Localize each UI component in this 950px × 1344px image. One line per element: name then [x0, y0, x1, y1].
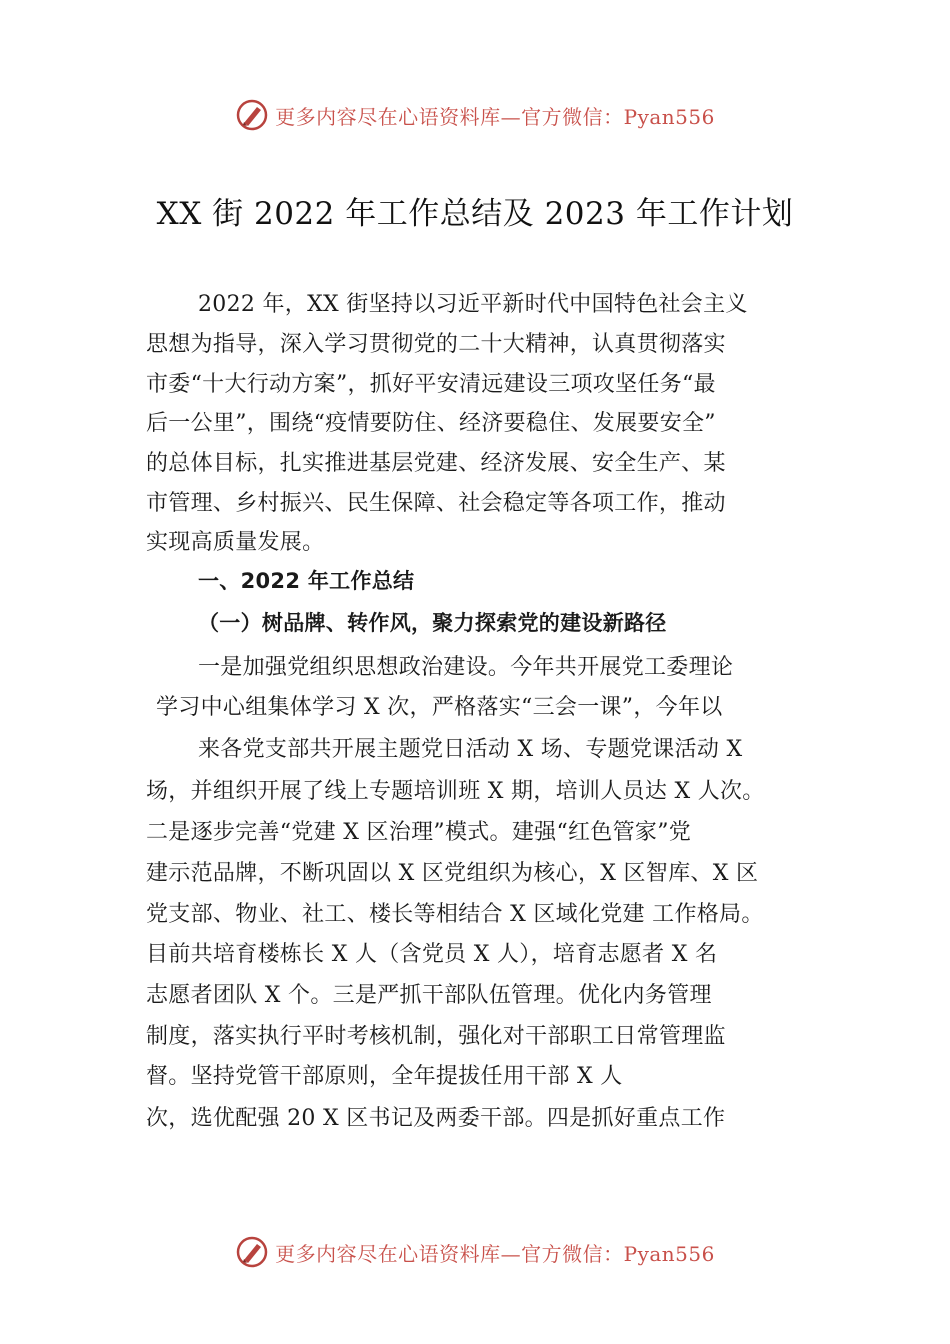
body-line: 市委“十大行动方案”，抓好平安清远建设三项攻坚任务“最 — [146, 372, 716, 397]
body-line: 学习中心组集体学习 X 次，严格落实“三会一课”，今年以 — [156, 695, 723, 720]
body-line: 2022 年，XX 街坚持以习近平新时代中国特色社会主义 — [198, 292, 748, 317]
body-line: 一是加强党组织思想政治建设。今年共开展党工委理论 — [198, 655, 734, 680]
body-line: 次，选优配强 20 X 区书记及两委干部。四是抓好重点工作 — [146, 1106, 726, 1131]
body-line: 的总体目标，扎实推进基层党建、经济发展、安全生产、某 — [146, 451, 726, 476]
body-line: 场，并组织开展了线上专题培训班 X 期，培训人员达 X 人次。 — [146, 779, 765, 804]
body-line: 思想为指导，深入学习贯彻党的二十大精神，认真贯彻落实 — [146, 332, 726, 357]
body-line: 实现高质量发展。 — [146, 530, 325, 555]
body-line: 督。坚持党管干部原则，全年提拔任用干部 X 人 — [146, 1064, 623, 1089]
body-line: 制度，落实执行平时考核机制，强化对干部职工日常管理监 — [146, 1024, 726, 1049]
banner-text: 更多内容尽在心语资料库—官方微信：Pyan556 — [275, 104, 715, 129]
body-line: 志愿者团队 X 个。三是严抓干部队伍管理。优化内务管理 — [146, 983, 712, 1008]
body-line: 党支部、物业、社工、楼长等相结合 X 区域化党建 工作格局。 — [146, 902, 764, 927]
section-heading: 一、2022 年工作总结 — [198, 569, 415, 593]
body-line: 建示范品牌，不断巩固以 X 区党组织为核心，X 区智库、X 区 — [146, 861, 759, 886]
body-line: 目前共培育楼栋长 X 人（含党员 X 人），培育志愿者 X 名 — [146, 942, 718, 967]
banner-text: 更多内容尽在心语资料库—官方微信：Pyan556 — [275, 1241, 715, 1266]
header-banner — [0, 95, 950, 135]
body-line: 二是逐步完善“党建 X 区治理”模式。建强“红色管家”党 — [146, 820, 692, 845]
document-title: XX 街 2022 年工作总结及 2023 年工作计划 — [156, 196, 794, 232]
pen-seal-icon — [235, 98, 269, 132]
body-line: 来各党支部共开展主题党日活动 X 场、专题党课活动 X — [198, 737, 743, 762]
body-line: 后一公里”，围绕“疫情要防住、经济要稳住、发展要安全” — [146, 411, 716, 436]
subsection-heading: （一）树品牌、转作风，聚力探索党的建设新路径 — [198, 610, 667, 635]
footer-banner — [0, 1232, 950, 1272]
pen-seal-icon — [235, 1235, 269, 1269]
body-line: 市管理、乡村振兴、民生保障、社会稳定等各项工作，推动 — [146, 491, 726, 516]
